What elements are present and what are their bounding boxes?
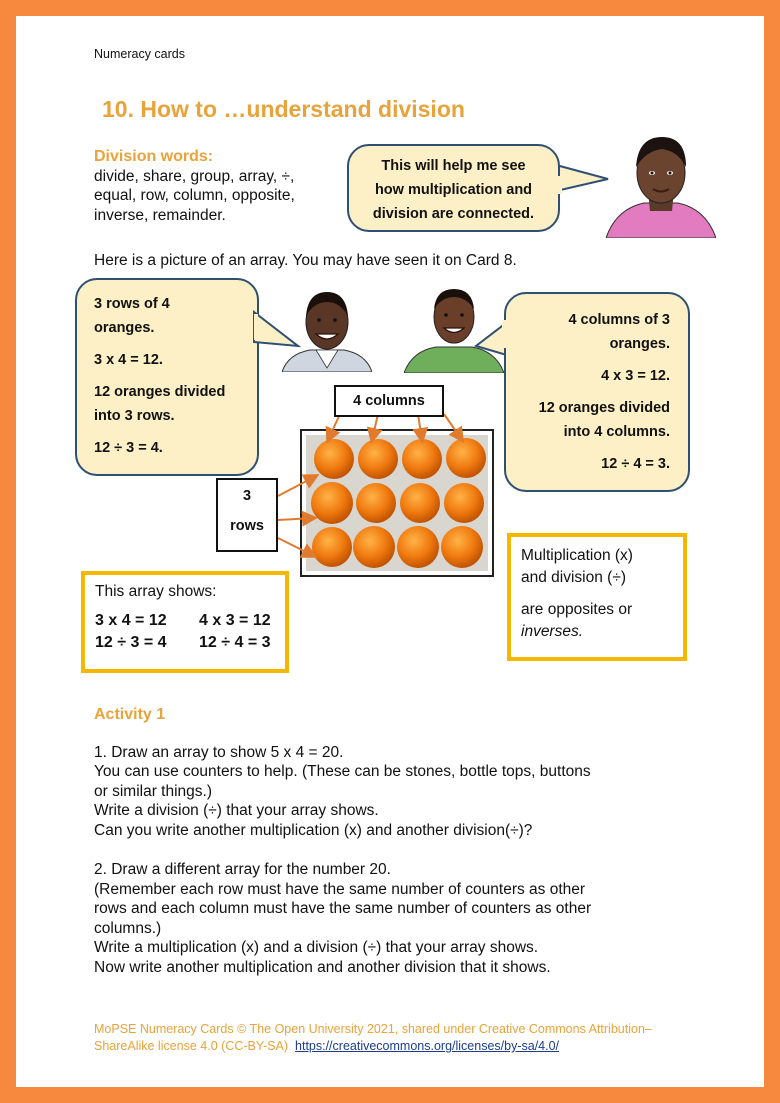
right-bubble-line: into 4 columns. [563,424,670,440]
footer-line [94,1038,714,1055]
rows-label [216,478,278,552]
left-bubble-line: 3 x 4 = 12. [94,352,163,368]
division-words-line: divide, share, group, array, ÷, [94,167,295,185]
activity-line: Can you write another multiplication (x) and another division(÷)? [94,821,533,839]
activity-line: Now write another multiplication and another division that it shows. [94,958,551,976]
equation: 12 ÷ 4 = 3 [199,634,271,651]
array-arrows [16,16,764,616]
activity-paragraph-2 [94,860,714,977]
array-shows-row [95,612,285,630]
activity-paragraph-1 [94,743,714,841]
activity-line: 1. Draw an array to show 5 x 4 = 20. [94,743,344,761]
activity-line: rows and each column must have the same number of counters as other [94,900,592,917]
right-bubble-line: 4 x 3 = 12. [601,368,670,384]
division-words-line: equal, row, column, opposite, [94,187,295,204]
array-shows-box [81,571,289,673]
right-bubble-line: 4 columns of 3 [568,312,670,328]
activity-line: columns.) [94,919,162,937]
inverse-line: inverses. [521,623,584,640]
activity-line: Write a division (÷) that your array shows. [94,802,379,819]
page-title: 10. How to …understand division [102,96,465,122]
rows-label-number: 3 [242,488,252,504]
division-words-line: inverse, remainder. [94,206,226,224]
equation: 3 x 4 = 12 [95,612,167,629]
array-shows-row [95,634,285,652]
intro-text: Here is a picture of an array. You may have seen it on Card 8. [94,252,517,269]
equation: 12 ÷ 3 = 4 [95,634,167,651]
right-bubble-line: oranges. [609,336,670,352]
rows-label-word: rows [230,518,264,534]
activity-line: Write a multiplication (x) and a division (÷) that your array shows. [94,939,539,956]
left-bubble-line: oranges. [94,320,155,336]
top-bubble-line: division are connected. [372,206,535,222]
inverse-line: Multiplication (x) [521,547,633,564]
footer [94,1021,714,1055]
left-bubble-line: 3 rows of 4 [94,296,170,312]
footer-license: ShareAlike license 4.0 (CC-BY-SA) [94,1039,289,1053]
right-bubble-line: 12 oranges divided [538,400,670,416]
left-bubble-line: into 3 rows. [94,408,175,424]
inverse-line: and division (÷) [521,569,626,586]
inverse-box [507,533,687,661]
license-link[interactable]: https://creativecommons.org/licenses/by-sa/4.0/ [295,1039,560,1053]
footer-line: MoPSE Numeracy Cards © The Open University 2021, shared under Creative Commons Attribution– [94,1022,652,1036]
header-label: Numeracy cards [94,47,185,61]
division-words-heading: Division words: [94,148,214,165]
page [16,16,764,1087]
left-bubble-line: 12 ÷ 3 = 4. [94,440,163,456]
columns-label: 4 columns [334,385,444,417]
activity-heading: Activity 1 [94,706,166,723]
left-bubble-line: 12 oranges divided [94,384,226,400]
equation: 4 x 3 = 12 [199,612,271,629]
top-bubble-line: This will help me see [381,158,526,174]
activity-section [94,705,714,977]
inverse-line: are opposites or [521,601,633,618]
array-shows-heading: This array shows: [95,583,217,600]
activity-line: or similar things.) [94,782,212,800]
right-bubble-line: 12 ÷ 4 = 3. [601,456,670,472]
activity-line: (Remember each row must have the same number of counters as other [94,880,586,898]
activity-line: You can use counters to help. (These can be stones, bottle tops, buttons [94,763,591,780]
top-bubble-line: how multiplication and [374,182,533,198]
activity-line: 2. Draw a different array for the number 20. [94,861,391,878]
